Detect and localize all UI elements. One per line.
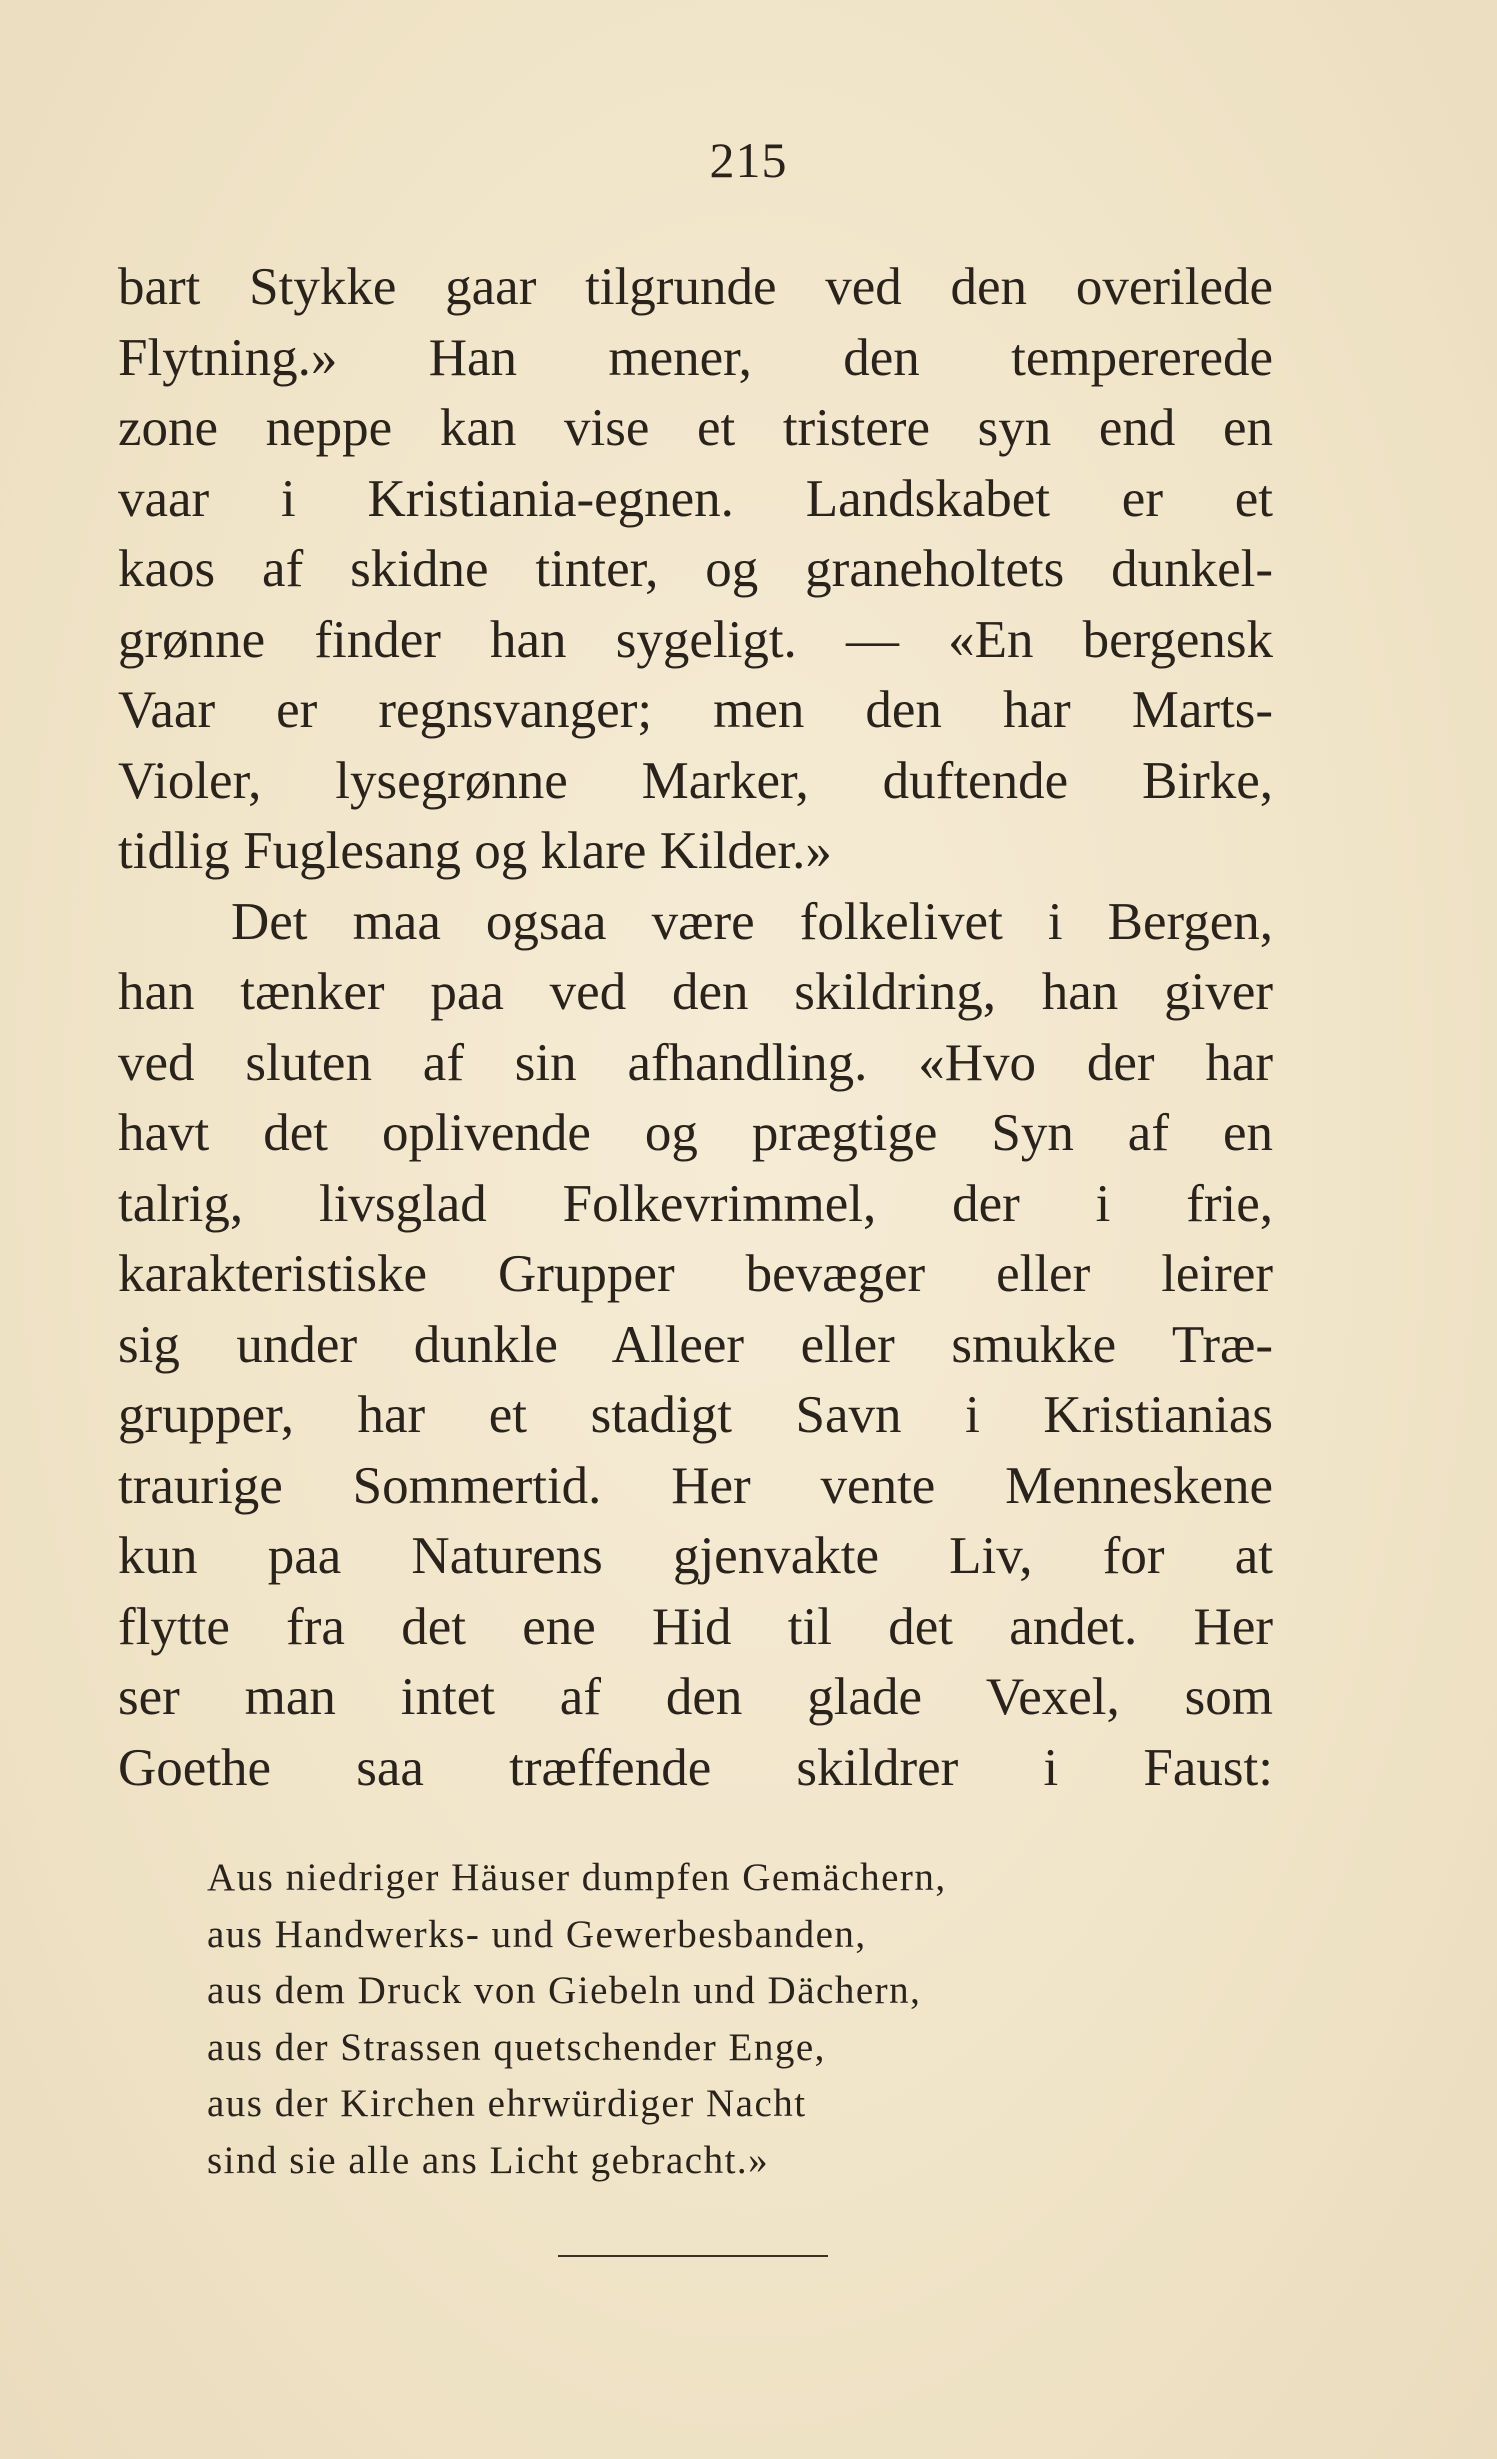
body-line: Det maa ogsaa være folkelivet i Bergen, bbox=[231, 892, 1273, 951]
body-line: karakteristiske Grupper bevæger eller leirer bbox=[118, 1245, 1273, 1303]
body-line: flytte fra det ene Hid til det andet. Her bbox=[118, 1597, 1273, 1656]
body-line: grønne finder han sygeligt. — «En bergensk bbox=[118, 610, 1273, 669]
end-rule bbox=[558, 2255, 828, 2257]
body-line: kun paa Naturens gjenvakte Liv, for at bbox=[118, 1527, 1273, 1585]
body-line: ved sluten af sin afhandling. «Hvo der har bbox=[118, 1033, 1273, 1092]
body-line: grupper, har et stadigt Savn i Kristianias bbox=[118, 1386, 1273, 1444]
body-text bbox=[118, 252, 1273, 1803]
verse-line: aus Handwerks- und Gewerbesbanden, bbox=[207, 1912, 867, 1956]
page-number: 215 bbox=[709, 132, 788, 188]
verse-line: Aus niedriger Häuser dumpfen Gemächern, bbox=[207, 1856, 947, 1899]
verse-line: aus dem Druck von Giebeln und Dächern, bbox=[207, 1969, 922, 2012]
body-line: sig under dunkle Alleer eller smukke Træ- bbox=[118, 1315, 1273, 1374]
body-line: zone neppe kan vise et tristere syn end en bbox=[118, 399, 1273, 457]
body-line: Flytning.» Han mener, den tempererede bbox=[118, 328, 1273, 387]
body-line: Vaar er regnsvanger; men den har Marts- bbox=[118, 681, 1273, 739]
verse-line: aus der Kirchen ehrwürdiger Nacht bbox=[207, 2082, 807, 2125]
verse-line: aus der Strassen quetschender Enge, bbox=[207, 2025, 826, 2069]
body-line: Violer, lysegrønne Marker, duftende Birke, bbox=[118, 751, 1273, 810]
body-line: tidlig Fuglesang og klare Kilder.» bbox=[118, 822, 832, 880]
body-line: vaar i Kristiania-egnen. Landskabet er et bbox=[118, 469, 1273, 528]
body-line: han tænker paa ved den skildring, han giver bbox=[118, 963, 1273, 1021]
verse-quotation bbox=[207, 1850, 1167, 2189]
body-line: Goethe saa træffende skildrer i Faust: bbox=[118, 1738, 1273, 1797]
body-line: ser man intet af den glade Vexel, som bbox=[118, 1668, 1273, 1726]
verse-line: sind sie alle ans Licht gebracht.» bbox=[207, 2138, 770, 2182]
body-line: talrig, livsglad Folkevrimmel, der i frie, bbox=[118, 1174, 1273, 1233]
body-line: havt det oplivende og prægtige Syn af en bbox=[118, 1104, 1273, 1162]
body-line: traurige Sommertid. Her vente Menneskene bbox=[118, 1456, 1273, 1515]
body-line: kaos af skidne tinter, og graneholtets dunkel- bbox=[118, 540, 1273, 598]
body-line: bart Stykke gaar tilgrunde ved den overilede bbox=[118, 258, 1273, 316]
